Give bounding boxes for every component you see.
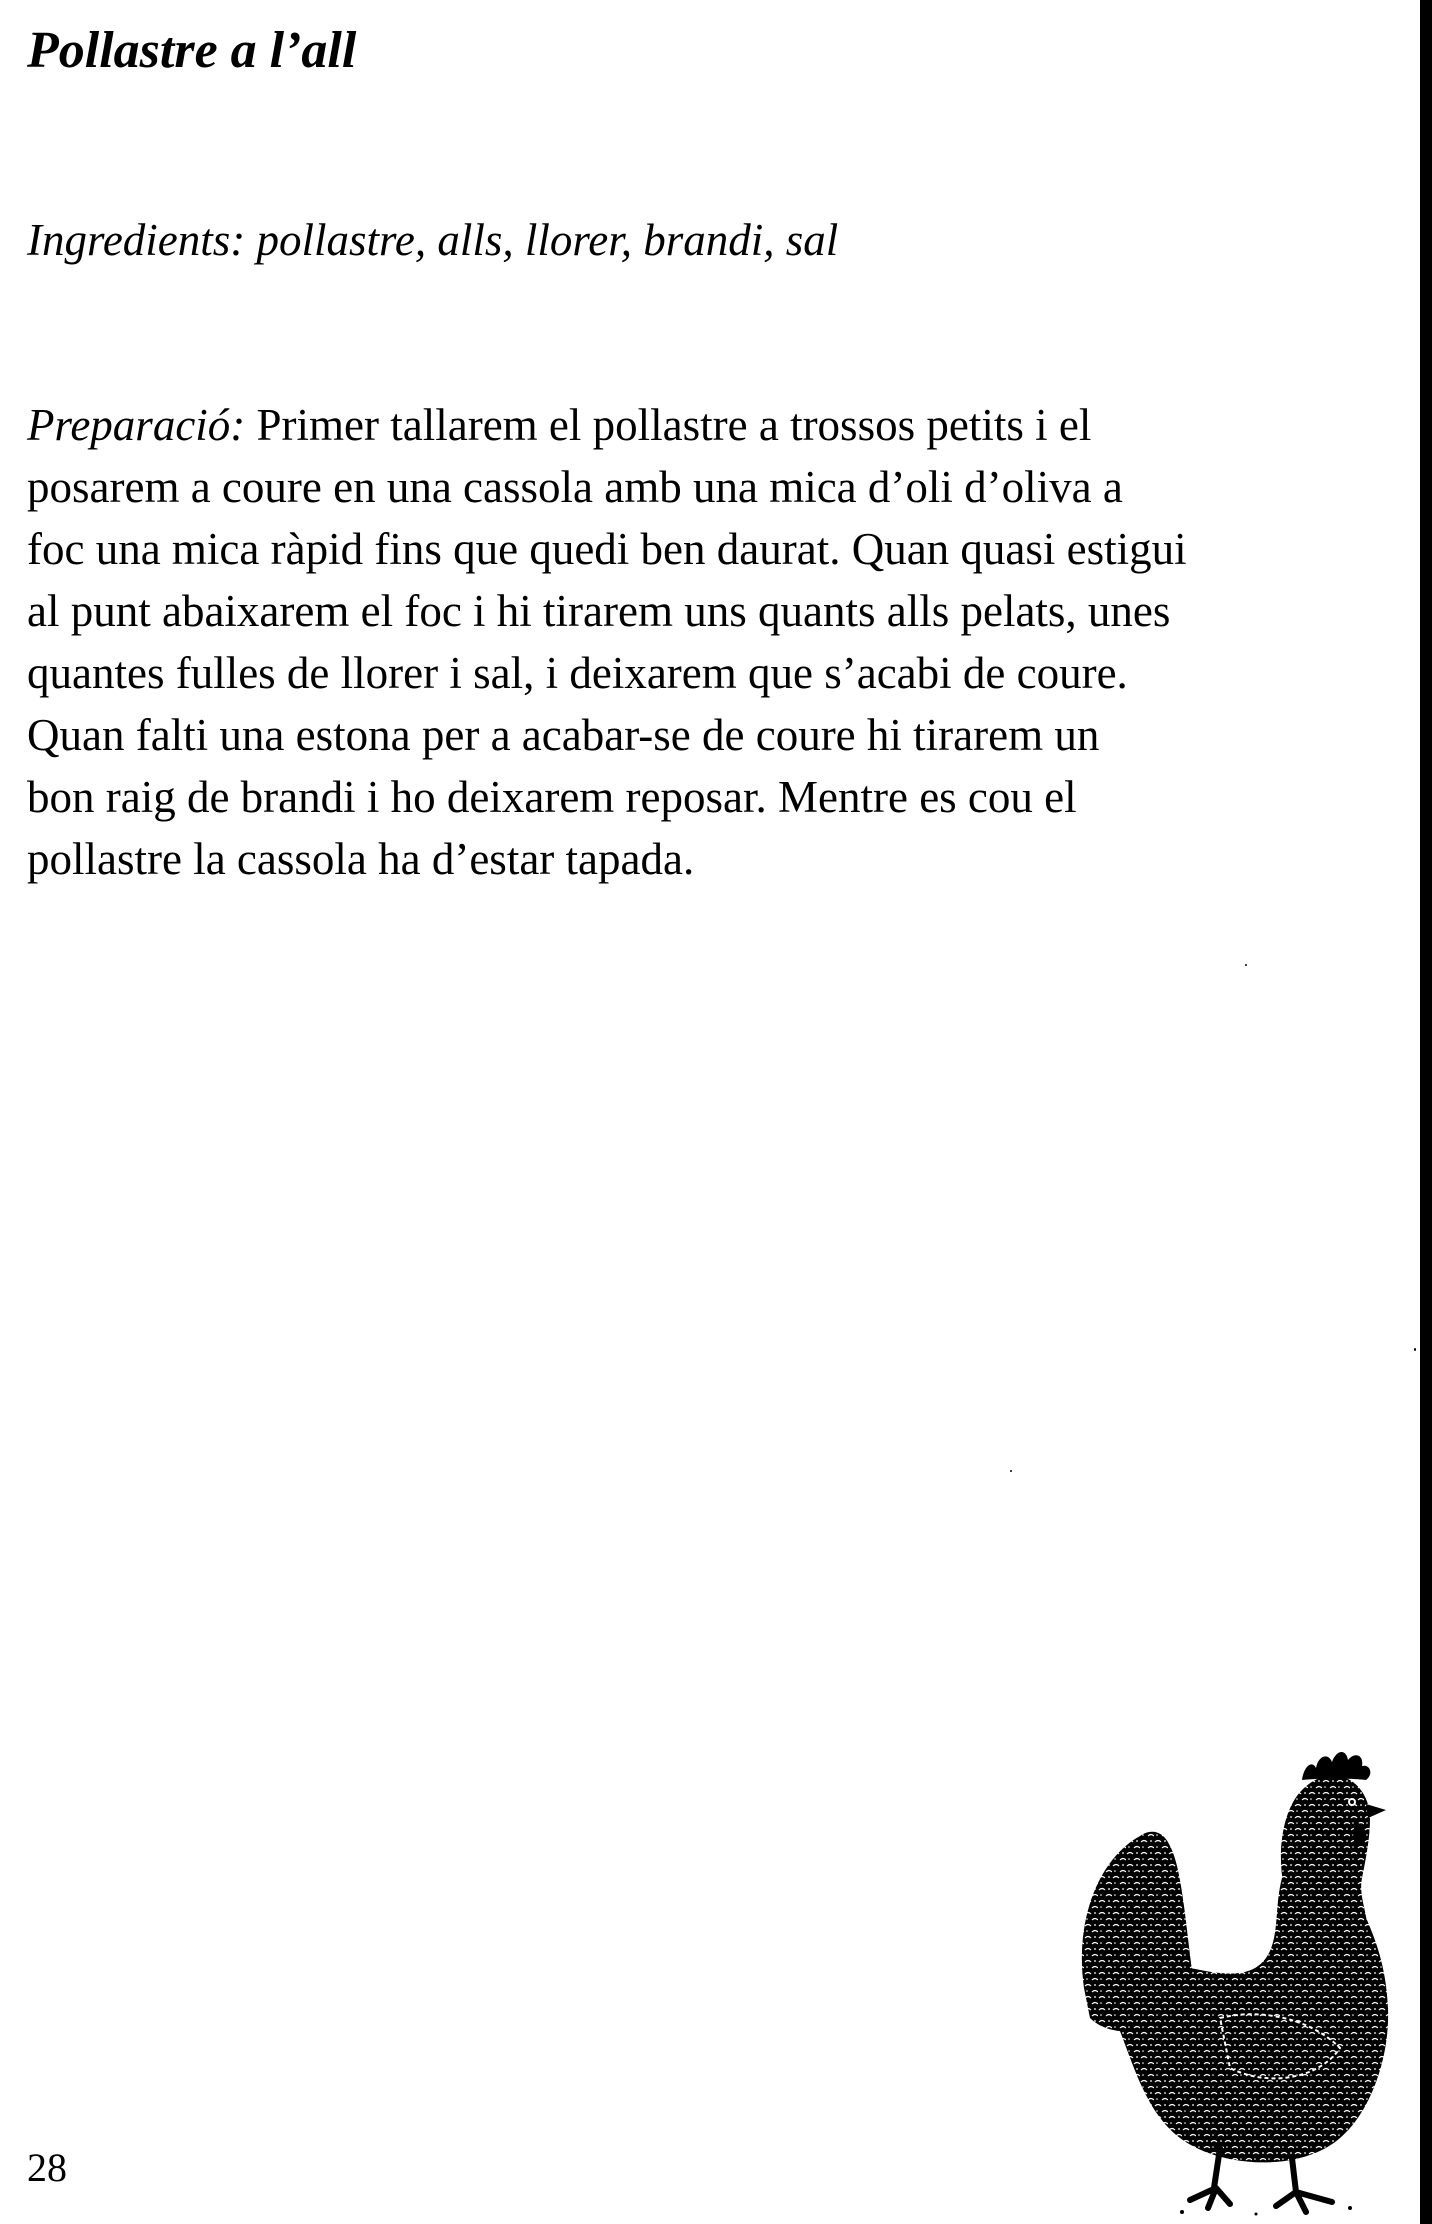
rooster-icon	[1070, 1718, 1420, 2218]
preparation-line: quantes fulles de llorer i sal, i deixarem que s’acabi de coure.	[27, 648, 1128, 698]
preparation-label: Preparació:	[27, 400, 246, 450]
preparation-text: Primer tallarem el pollastre a trossos petits i el	[256, 400, 1092, 450]
scan-speck	[1010, 1470, 1012, 1472]
preparation-line: foc una mica ràpid fins que quedi ben daurat. Quan quasi estigui	[27, 524, 1187, 574]
ingredients-list: pollastre, alls, llorer, brandi, sal	[256, 215, 839, 265]
preparation-line	[27, 394, 1357, 456]
ingredients-paragraph	[27, 208, 838, 272]
preparation-line: al punt abaixarem el foc i hi tirarem uns quants alls pelats, unes	[27, 586, 1171, 636]
page-number: 28	[27, 2145, 67, 2190]
preparation-paragraph	[27, 394, 1357, 890]
scan-speck	[1414, 1348, 1416, 1351]
preparation-line: Quan falti una estona per a acabar-se de coure hi tirarem un	[27, 710, 1100, 760]
recipe-title: Pollastre a l’all	[27, 22, 357, 79]
page-edge-bar	[1420, 0, 1432, 2224]
preparation-line: pollastre la cassola ha d’estar tapada.	[27, 834, 695, 884]
preparation-line: bon raig de brandi i ho deixarem reposar. Mentre es cou el	[27, 772, 1077, 822]
scan-speck	[1245, 964, 1247, 966]
ingredients-label: Ingredients:	[27, 215, 246, 265]
preparation-line: posarem a coure en una cassola amb una mica d’oli d’oliva a	[27, 462, 1123, 512]
